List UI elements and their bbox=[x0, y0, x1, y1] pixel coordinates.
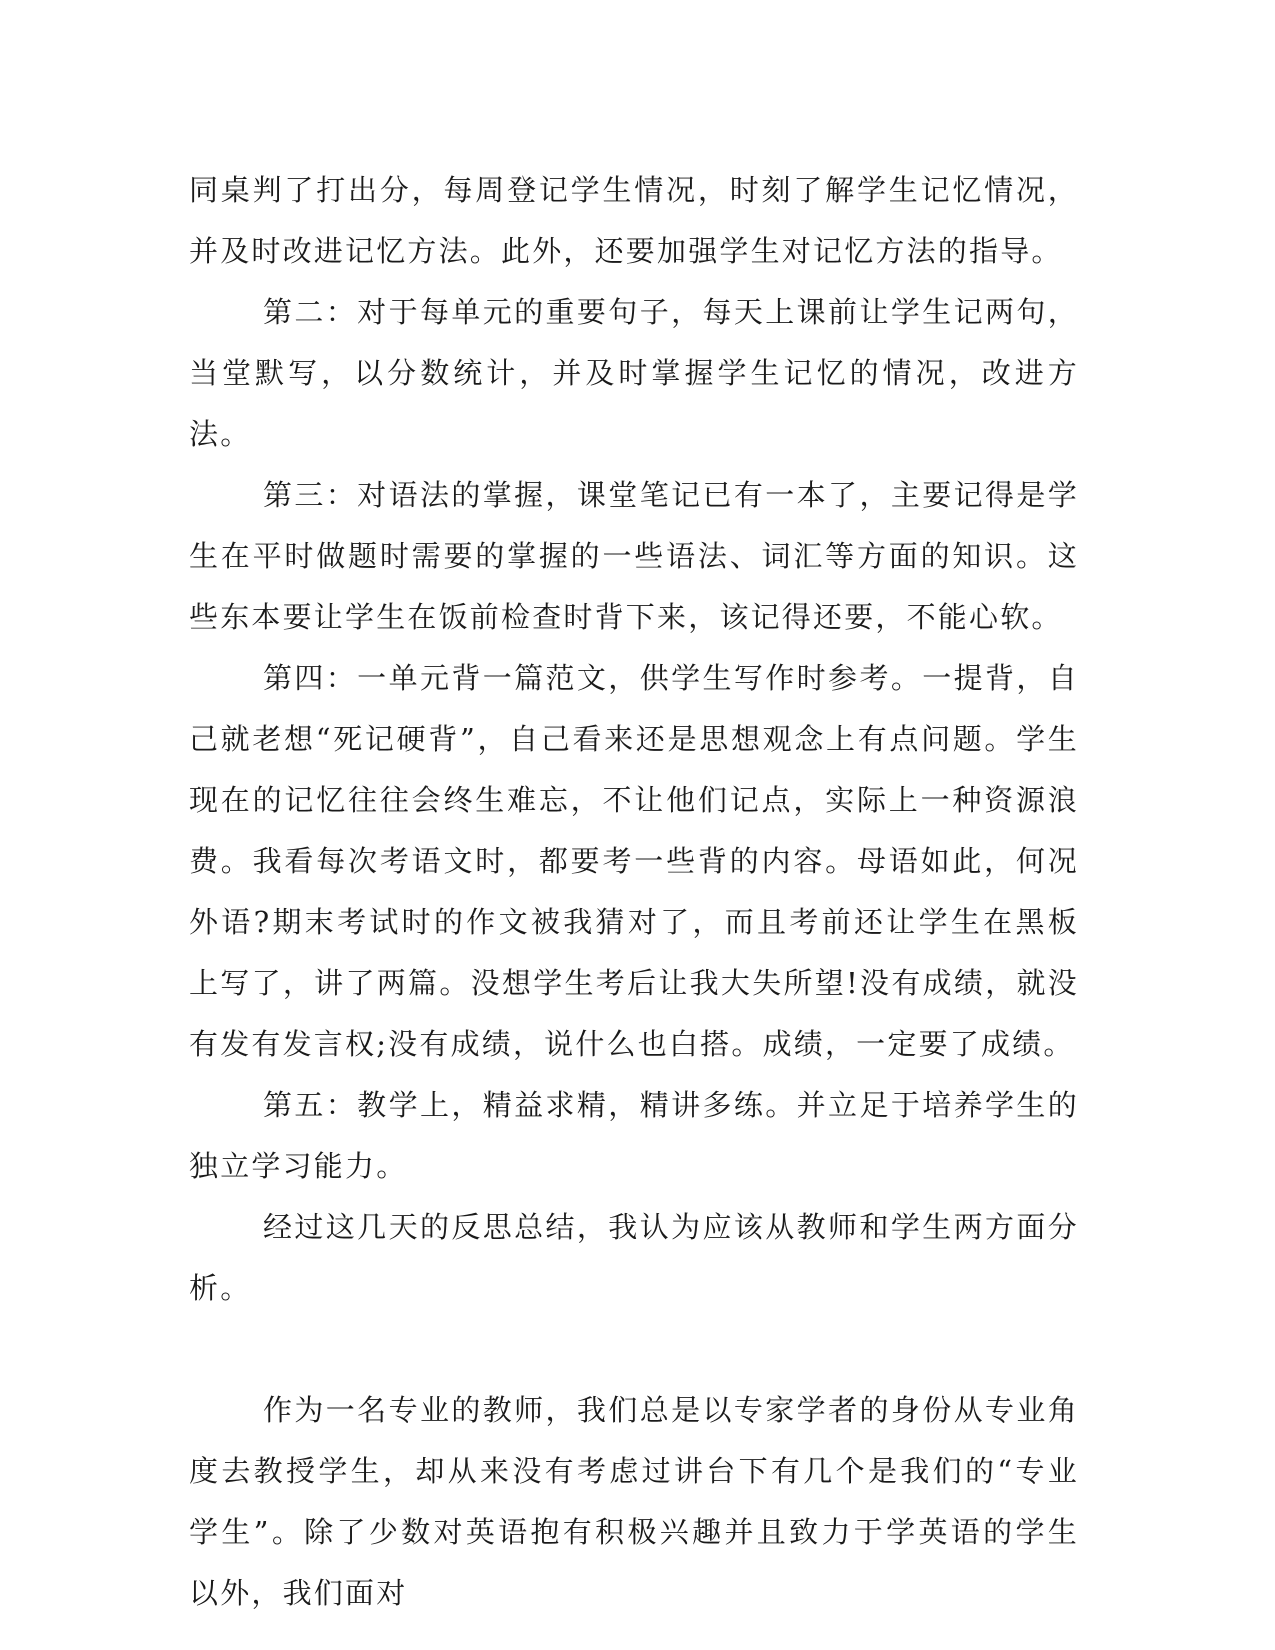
paragraph-3-point-three: 第三：对语法的掌握，课堂笔记已有一本了，主要记得是学生在平时做题时需要的掌握的一些语法、词汇等方面的知识。这些东本要让学生在饭前检查时背下来，该记得还要，不能心软。 bbox=[189, 478, 1079, 634]
paragraph-2-point-two: 第二：对于每单元的重要句子，每天上课前让学生记两句，当堂默写，以分数统计，并及时掌握学生记忆的情况，改进方法。 bbox=[189, 295, 1079, 451]
section-spacer bbox=[189, 1319, 1079, 1380]
paragraph-1: 同桌判了打出分，每周登记学生情况，时刻了解学生记忆情况，并及时改进记忆方法。此外，还要加强学生对记忆方法的指导。 bbox=[189, 173, 1079, 268]
paragraph-5-point-five: 第五：教学上，精益求精，精讲多练。并立足于培养学生的独立学习能力。 bbox=[189, 1088, 1079, 1183]
paragraph-6-reflection: 经过这几天的反思总结，我认为应该从教师和学生两方面分析。 bbox=[189, 1210, 1079, 1305]
paragraph-4-point-four: 第四：一单元背一篇范文，供学生写作时参考。一提背，自己就老想“死记硬背”，自己看来还是思想观念上有点问题。学生现在的记忆往往会终生难忘，不让他们记点，实际上一种资源浪费。我看每次考语文时，都要考一些背的内容。母语如此，何况外语?期末考试时的作文被我猜对了，而且考前还让学生在黑板上写了，讲了两篇。没想学生考后让我大失所望!没有成绩，就没有发有发言权;没有成绩，说什么也白搭。成绩，一定要了成绩。 bbox=[189, 661, 1079, 1061]
document-body bbox=[189, 160, 1079, 1624]
paragraph-7-teacher-analysis: 作为一名专业的教师，我们总是以专家学者的身份从专业角度去教授学生，却从来没有考虑过讲台下有几个是我们的“专业学生”。除了少数对英语抱有积极兴趣并且致力于学英语的学生以外，我们面对 bbox=[189, 1393, 1079, 1610]
